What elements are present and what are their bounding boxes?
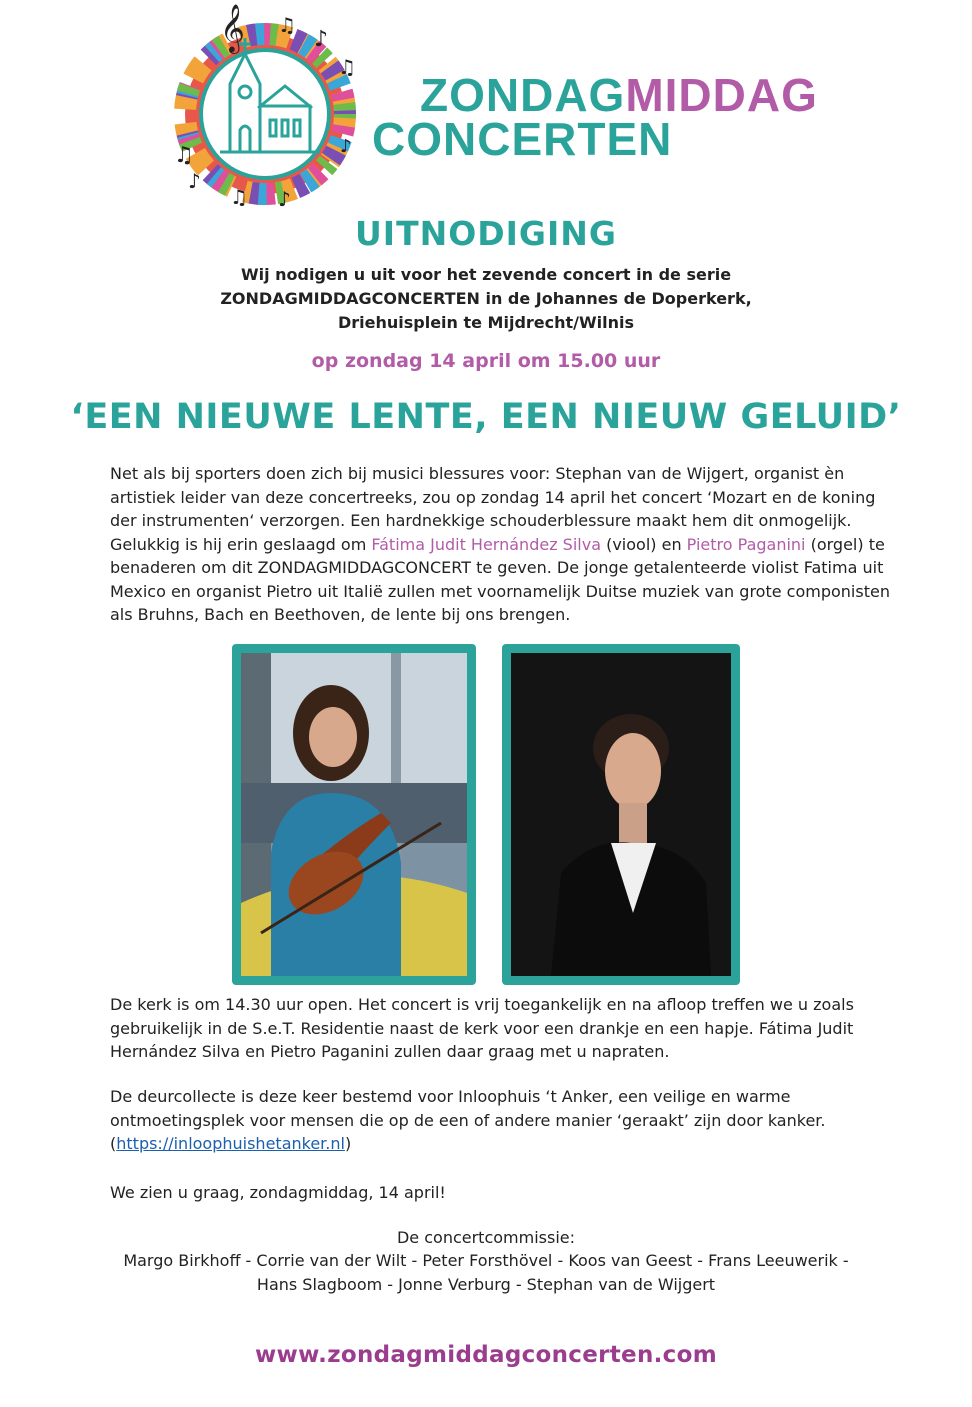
- closing-line: We zien u graag, zondagmiddag, 14 april!: [110, 1183, 446, 1202]
- intro-line: ZONDAGMIDDAGCONCERTEN in de Johannes de Doperkerk,: [220, 289, 752, 308]
- church-logo-icon: [170, 2, 370, 212]
- inloophuis-link[interactable]: https://inloophuishetanker.nl: [116, 1134, 345, 1153]
- concert-title: ‘EEN NIEUWE LENTE, EEN NIEUW GELUID’: [70, 397, 902, 437]
- performer-name-violin: Fátima Judit Hernández Silva: [371, 534, 601, 554]
- committee-names: [80, 1249, 892, 1296]
- svg-text:♫: ♫: [174, 143, 194, 168]
- logo: [170, 2, 370, 212]
- link-bracket: (: [110, 1134, 117, 1153]
- intro-line: Driehuisplein te Mijdrecht/Wilnis: [337, 313, 635, 332]
- organist-portrait-image: [511, 653, 731, 976]
- paragraph-practical: De kerk is om 14.30 uur open. Het concert is vrij toegankelijk en na afloop treffen we u zoals gebruikelijk in de S.e.T. Residentie naast de kerk voor een drankje en een hapje. Fátima Judit Hernández Silva en Pietro Paganini zullen daar graag met u napraten.: [110, 995, 854, 1061]
- svg-text:♪: ♪: [314, 27, 329, 52]
- brand-word-middag: MIDDAG: [625, 69, 818, 121]
- performer-name-organ: Pietro Paganini: [686, 534, 806, 554]
- svg-text:♫: ♫: [230, 185, 248, 209]
- violinist-photo: [232, 644, 476, 985]
- committee-title: De concertcommissie:: [396, 1228, 576, 1247]
- paragraph-text: Net als bij sporters doen zich bij musici blessures voor: Stephan van de Wijgert, organist èn artistiek leider van deze concertreeks, zou op zondag 14 april het concert ‘Mozart en de koning der instrumenten‘ verzorgen. Een hardnekkige schouderblessure maakt hem dit onmogelijk. Gelukkig is hij erin geslaagd om: [110, 464, 876, 554]
- svg-text:♫: ♫: [278, 13, 296, 37]
- organist-photo: [502, 644, 740, 985]
- paragraph-collection: [110, 1085, 892, 1156]
- svg-text:♪: ♪: [188, 169, 201, 193]
- brand-title-line2: CONCERTEN: [372, 113, 673, 165]
- paragraph-text: De deurcollecte is deze keer bestemd voor Inloophuis ‘t Anker, een veilige en warme ontmoetingsplek voor mensen die op de een of andere manier ‘geraakt’ zijn door kanker.: [110, 1087, 826, 1130]
- concert-date: op zondag 14 april om 15.00 uur: [311, 350, 661, 372]
- link-bracket: ): [344, 1134, 352, 1153]
- intro-text: [180, 263, 792, 335]
- svg-text:♫: ♫: [338, 55, 356, 79]
- brand-word-zondag: ZONDAG: [420, 69, 626, 121]
- committee-line: Hans Slagboom - Jonne Verburg - Stephan van de Wijgert: [256, 1274, 716, 1294]
- paragraph-text: (viool) en: [601, 534, 687, 554]
- paragraph-text: (orgel) te benaderen om dit ZONDAGMIDDAGCONCERT te geven. De jonge getalenteerde violist Fatima uit Mexico en organist Pietro uit Italië zullen met voornamelijk Duitse muziek van grote componisten als Bruhns, Bach en Beethoven, de lente bij ons brengen.: [110, 534, 890, 624]
- page-heading: UITNODIGING: [355, 214, 617, 253]
- violinist-portrait-image: [241, 653, 467, 976]
- svg-text:♪: ♪: [340, 136, 352, 157]
- committee-line: Margo Birkhoff - Corrie van der Wilt - Peter Forsthövel - Koos van Geest - Frans Leeuwerik -: [123, 1251, 849, 1270]
- svg-text:𝄞: 𝄞: [220, 3, 245, 52]
- paragraph-intro: [110, 462, 892, 627]
- website-link[interactable]: www.zondagmiddagconcerten.com: [255, 1342, 717, 1368]
- intro-line: Wij nodigen u uit voor het zevende concert in de serie: [240, 265, 732, 284]
- svg-text:♪: ♪: [278, 187, 291, 211]
